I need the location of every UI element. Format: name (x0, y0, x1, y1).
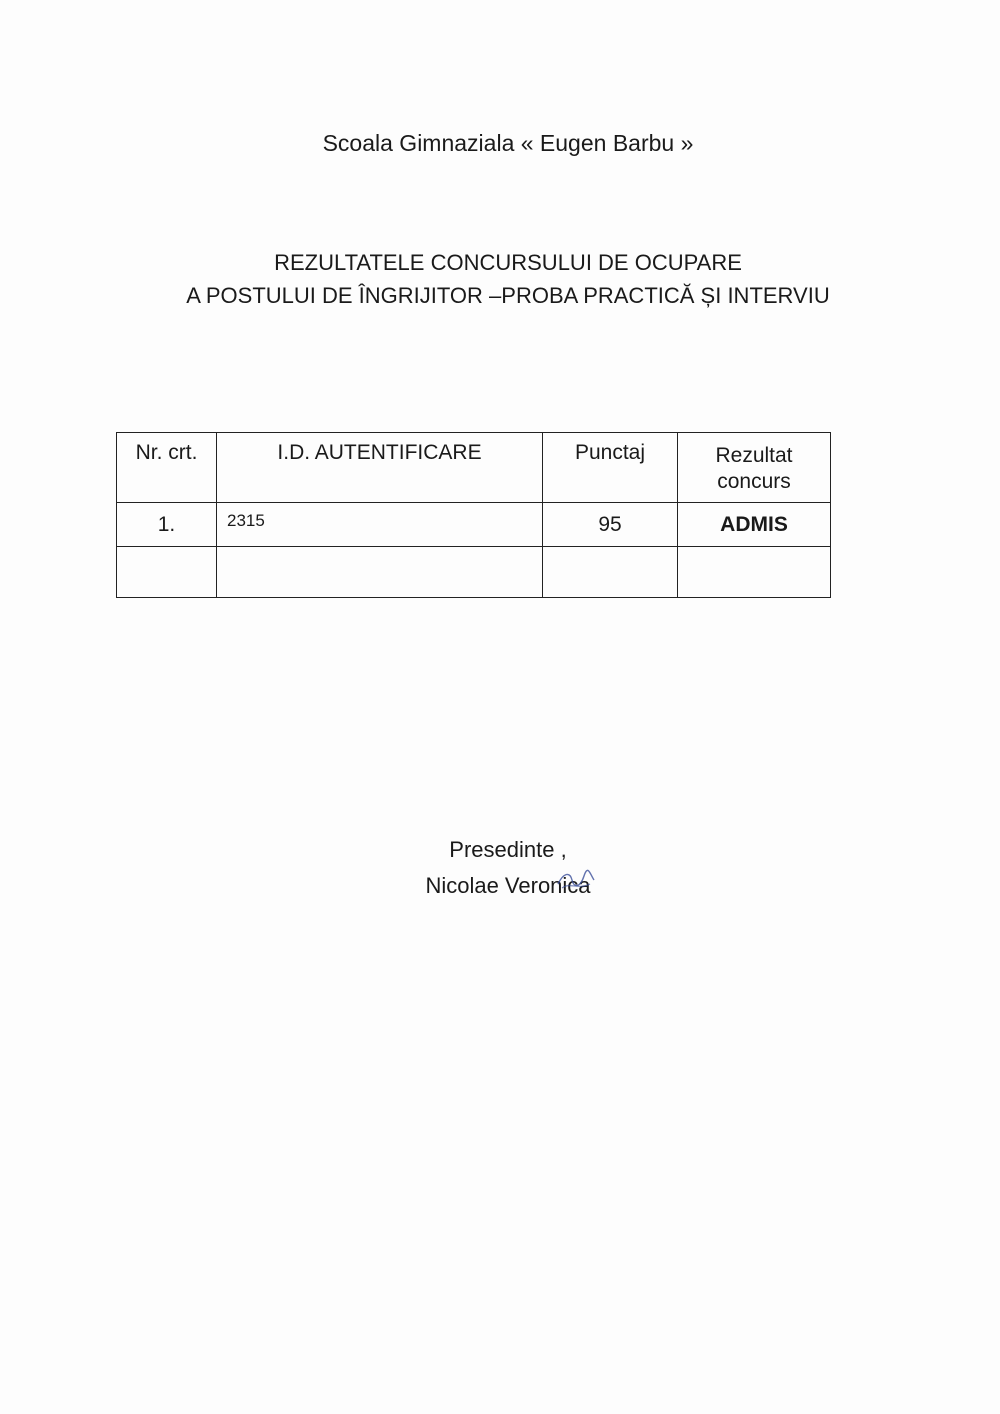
signature-block (0, 832, 1000, 904)
header-rezultat (678, 433, 831, 503)
cell-nr: 1. (117, 503, 217, 547)
header-id: I.D. AUTENTIFICARE (217, 433, 543, 503)
table-row (117, 503, 831, 547)
cell-empty (117, 547, 217, 598)
title-line-1: REZULTATELE CONCURSULUI DE OCUPARE (274, 250, 742, 275)
header-rezultat-line-2: concurs (717, 470, 791, 493)
header-nr: Nr. crt. (117, 433, 217, 503)
signature-role: Presedinte , (449, 837, 567, 862)
title-line-2: A POSTULUI DE ÎNGRIJITOR –PROBA PRACTICĂ ȘI INTERVIU (186, 283, 830, 308)
document-title (0, 246, 1000, 312)
cell-id: 2315 (217, 503, 543, 547)
cell-empty (678, 547, 831, 598)
cell-punctaj: 95 (543, 503, 678, 547)
cell-empty (543, 547, 678, 598)
header-punctaj: Punctaj (543, 433, 678, 503)
cell-empty (217, 547, 543, 598)
cell-rezultat: ADMIS (678, 503, 831, 547)
header-rezultat-line-1: Rezultat (715, 444, 793, 467)
table-row-empty (117, 547, 831, 598)
results-table (116, 432, 831, 598)
school-name: Scoala Gimnaziala « Eugen Barbu » (322, 130, 694, 156)
signature-scribble (556, 866, 596, 896)
table-header-row (117, 433, 831, 503)
signature-name: Nicolae Veronica (425, 873, 591, 898)
